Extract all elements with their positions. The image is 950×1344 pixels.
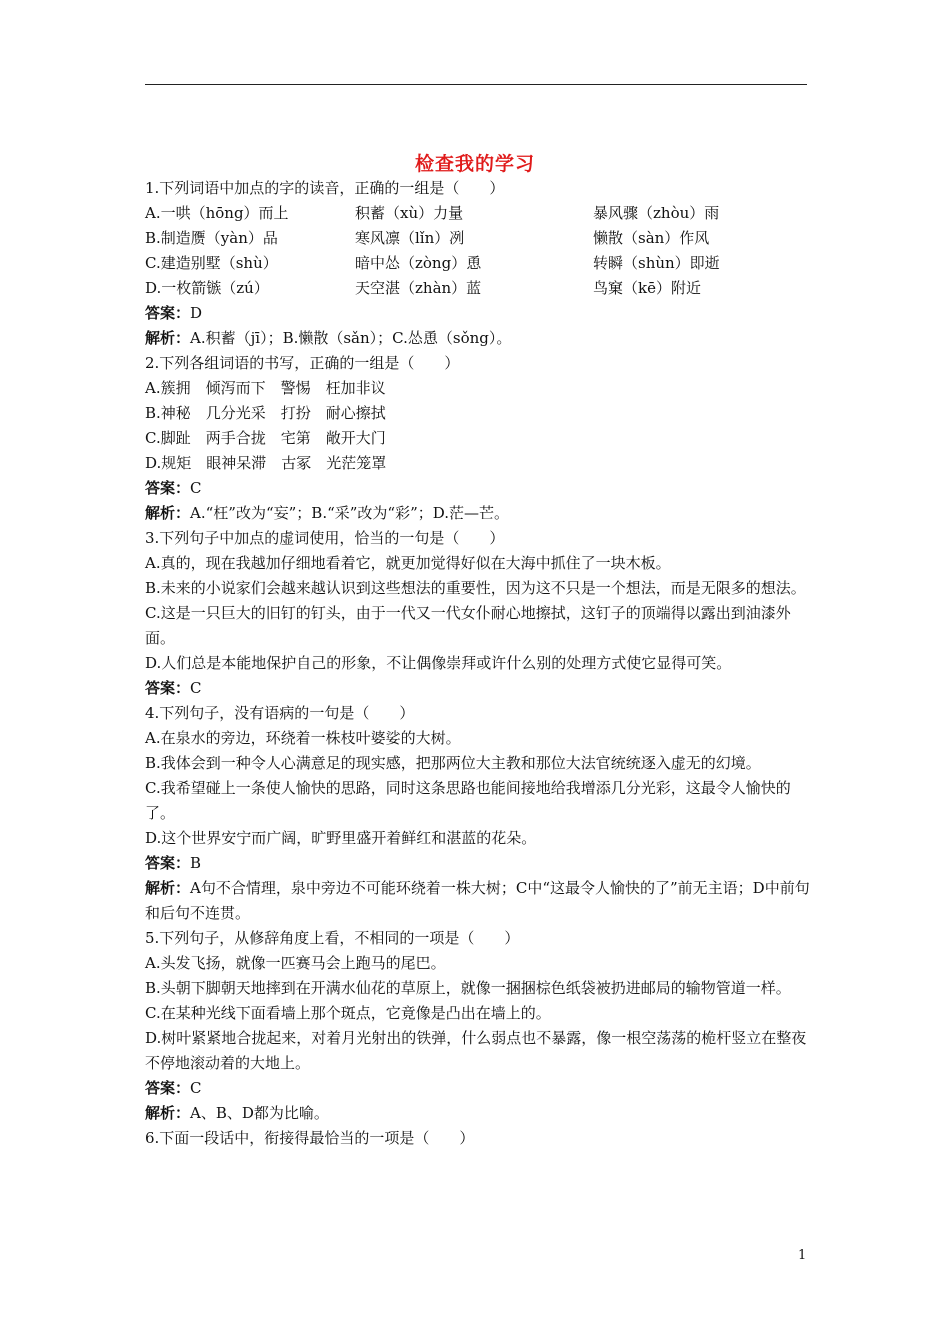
q1-b-item-1: B.制造赝（yàn）品 xyxy=(145,229,278,247)
q1-a-item-2: 积蓄（xù）力量 xyxy=(355,204,464,222)
q3-answer-value: C xyxy=(190,679,202,697)
q1-c-item-3: 转瞬（shùn）即逝 xyxy=(593,254,720,272)
q4-option-d: D.这个世界安宁而广阔，旷野里盛开着鲜红和湛蓝的花朵。 xyxy=(145,829,537,847)
q1-b-item-3: 懒散（sàn）作风 xyxy=(593,229,710,247)
q1-option-row-b xyxy=(145,226,811,251)
q5-option-d: D.树叶紧紧地合拢起来，对着月光射出的铁弹，什么弱点也不暴露，像一根空荡荡的桅杆竖立在整夜不停地滚动着的大地上。 xyxy=(145,1029,807,1072)
q4-analysis xyxy=(145,876,811,926)
q4-analysis-text: A句不合情理，泉中旁边不可能环绕着一株大树；C中“这最令人愉快的了”前无主语；D中前句和后句不连贯。 xyxy=(145,879,810,922)
q5-analysis xyxy=(145,1101,811,1126)
q4-option-c: C.我希望碰上一条使人愉快的思路，同时这条思路也能间接地给我增添几分光彩，这最令人愉快的了。 xyxy=(145,779,791,822)
q1-analysis-label: 解析： xyxy=(145,329,191,347)
q3-answer xyxy=(145,676,811,701)
q1-option-row-d xyxy=(145,276,811,301)
q3-option-b: B.未来的小说家们会越来越认识到这些想法的重要性，因为这不只是一个想法，而是无限多的想法。 xyxy=(145,579,806,597)
q1-option-row-a xyxy=(145,201,811,226)
q2-stem: 2.下列各组词语的书写，正确的一组是（ ） xyxy=(145,354,460,372)
q1-analysis-text: A.积蓄（jī）；B.懒散（sǎn）；C.怂恿（sǒng）。 xyxy=(190,329,512,347)
q4-answer-value: B xyxy=(190,854,202,872)
q5-option-a: A.头发飞扬，就像一匹赛马会上跑马的尾巴。 xyxy=(145,954,446,972)
q6-stem: 6.下面一段话中，衔接得最恰当的一项是（ ） xyxy=(145,1129,475,1147)
q3-option-d: D.人们总是本能地保护自己的形象，不让偶像崇拜或许什么别的处理方式使它显得可笑。 xyxy=(145,654,732,672)
q1-stem: 1.下列词语中加点的字的读音，正确的一组是（ ） xyxy=(145,179,505,197)
q1-c-item-1: C.建造别墅（shù） xyxy=(145,254,278,272)
q2-option-d: D.规矩 眼神呆滞 古冢 光茫笼罩 xyxy=(145,454,387,472)
q1-d-item-2: 天空湛（zhàn）蓝 xyxy=(355,279,482,297)
q4-answer xyxy=(145,851,811,876)
q4-stem: 4.下列句子，没有语病的一句是（ ） xyxy=(145,704,415,722)
q5-option-c: C.在某种光线下面看墙上那个斑点，它竟像是凸出在墙上的。 xyxy=(145,1004,551,1022)
page-title: 检查我的学习 xyxy=(414,153,535,175)
q1-d-item-3: 鸟窠（kē）附近 xyxy=(593,279,701,297)
q2-analysis-text: A.“枉”改为“妄”；B.“采”改为“彩”；D.茫—芒。 xyxy=(190,504,510,522)
q1-answer-label: 答案： xyxy=(145,304,191,322)
q3-option-c: C.这是一只巨大的旧钉的钉头，由于一代又一代女仆耐心地擦拭，这钉子的顶端得以露出到油漆外面。 xyxy=(145,604,791,647)
q2-option-a: A.簇拥 倾泻而下 警惕 枉加非议 xyxy=(145,379,386,397)
q1-answer-value: D xyxy=(190,304,203,322)
q4-analysis-label: 解析： xyxy=(145,879,191,897)
page-number: 1 xyxy=(798,1248,807,1263)
q1-answer xyxy=(145,301,811,326)
q3-stem: 3.下列句子中加点的虚词使用，恰当的一句是（ ） xyxy=(145,529,505,547)
q3-answer-label: 答案： xyxy=(145,679,191,697)
q2-answer-value: C xyxy=(190,479,202,497)
q2-analysis-label: 解析： xyxy=(145,504,191,522)
q4-answer-label: 答案： xyxy=(145,854,191,872)
q1-b-item-2: 寒风凛（lǐn）冽 xyxy=(355,229,465,247)
q5-analysis-text: A、B、D都为比喻。 xyxy=(190,1104,329,1122)
q5-analysis-label: 解析： xyxy=(145,1104,191,1122)
document-body xyxy=(145,176,811,1151)
q5-option-b: B.头朝下脚朝天地摔到在开满水仙花的草原上，就像一捆捆棕色纸袋被扔进邮局的输物管道一样。 xyxy=(145,979,791,997)
header-rule xyxy=(145,84,807,85)
q1-c-item-2: 暗中怂（zòng）恿 xyxy=(355,254,482,272)
q5-answer xyxy=(145,1076,811,1101)
q2-answer-label: 答案： xyxy=(145,479,191,497)
q1-d-item-1: D.一枚箭镞（zú） xyxy=(145,279,269,297)
q5-answer-label: 答案： xyxy=(145,1079,191,1097)
q4-option-a: A.在泉水的旁边，环绕着一株枝叶婆娑的大树。 xyxy=(145,729,461,747)
q4-option-b: B.我体会到一种令人心满意足的现实感，把那两位大主教和那位大法官统统逐入虚无的幻境。 xyxy=(145,754,761,772)
q2-option-b: B.神秘 几分光采 打扮 耐心擦拭 xyxy=(145,404,386,422)
q1-option-row-c xyxy=(145,251,811,276)
q1-a-item-3: 暴风骤（zhòu）雨 xyxy=(593,204,720,222)
q1-analysis xyxy=(145,326,811,351)
q3-option-a: A.真的，现在我越加仔细地看着它，就更加觉得好似在大海中抓住了一块木板。 xyxy=(145,554,671,572)
q5-answer-value: C xyxy=(190,1079,202,1097)
q2-answer xyxy=(145,476,811,501)
q5-stem: 5.下列句子，从修辞角度上看，不相同的一项是（ ） xyxy=(145,929,520,947)
q1-a-item-1: A.一哄（hōng）而上 xyxy=(145,204,289,222)
q2-analysis xyxy=(145,501,811,526)
q2-option-c: C.脚趾 两手合拢 宅第 敞开大门 xyxy=(145,429,386,447)
